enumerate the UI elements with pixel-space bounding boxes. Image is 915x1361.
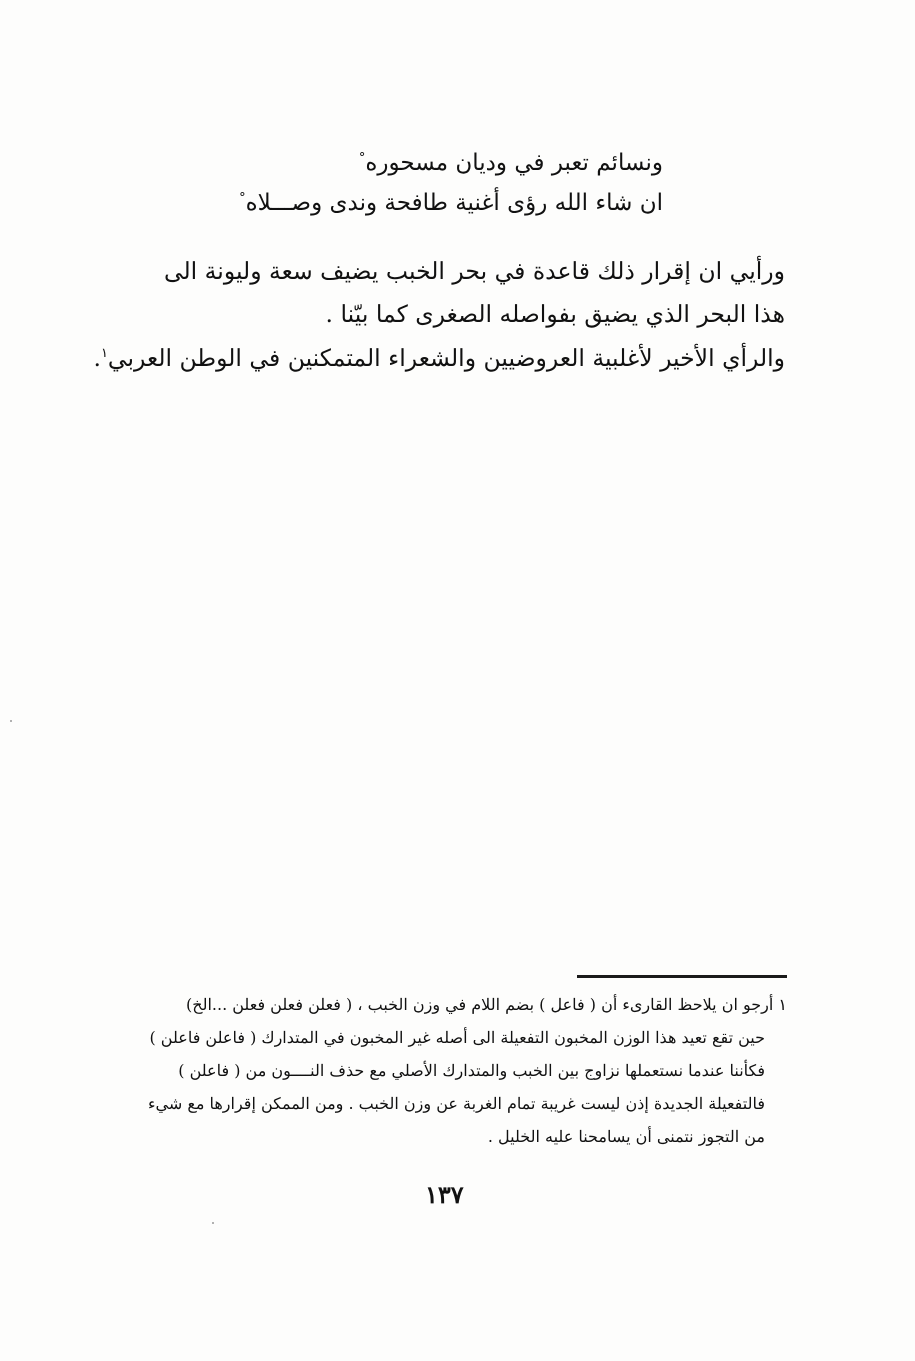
body-line-3: [93, 342, 785, 374]
body-line-1: ورأيي ان إقرار ذلك قاعدة في بحر الخبب يضيف سعة وليونة الى: [163, 257, 785, 285]
verse-line-2-text: ان شاء الله رؤى أغنية طافحة وندى وصـــلاه: [245, 190, 663, 216]
body-line-3-period: .: [93, 344, 101, 372]
scan-speck: [212, 1222, 214, 1224]
verse-mark-1: °: [358, 150, 366, 166]
footnote-reference: ١: [100, 346, 108, 362]
verse-line-1-text: ونسائم تعبر في وديان مسحوره: [365, 150, 663, 176]
footnote-line-1: [186, 994, 787, 1016]
scan-speck: [10, 720, 12, 722]
footnote-line-5: من التجوز نتمنى أن يسامحنا عليه الخليل .: [487, 1127, 765, 1146]
footnote-marker: ١: [778, 995, 787, 1014]
footnote-divider: [577, 975, 787, 978]
body-line-2: هذا البحر الذي يضيق بفواصله الصغرى كما بيّنا .: [325, 300, 785, 328]
verse-mark-2: °: [239, 190, 246, 206]
footnote-line-1-text: أرجو ان يلاحظ القارىء أن ( فاعل ) بضم اللام في وزن الخبب ، ( فعلن فعلن فعلن ...الخ): [186, 995, 774, 1014]
verse-line-1: [359, 148, 663, 178]
footnote-line-2: حين تقع تعيد هذا الوزن المخبون التفعيلة الى أصله غير المخبون في المتدارك ( فاعلن فاعلن ): [149, 1028, 765, 1047]
footnote-line-4: فالتفعيلة الجديدة إذن ليست غريبة تمام الغربة عن وزن الخبب . ومن الممكن إقرارها مع شيء: [147, 1094, 765, 1113]
page-number: ١٣٧: [425, 1180, 464, 1209]
footnote-line-3: فكأننا عندما نستعملها نزاوج بين الخبب والمتدارك الأصلي مع حذف النــــون من ( فاعلن ): [178, 1061, 765, 1080]
body-line-3-text: والرأي الأخير لأغلبية العروضيين والشعراء المتمكنين في الوطن العربي: [107, 344, 785, 372]
verse-line-2: [239, 188, 663, 218]
